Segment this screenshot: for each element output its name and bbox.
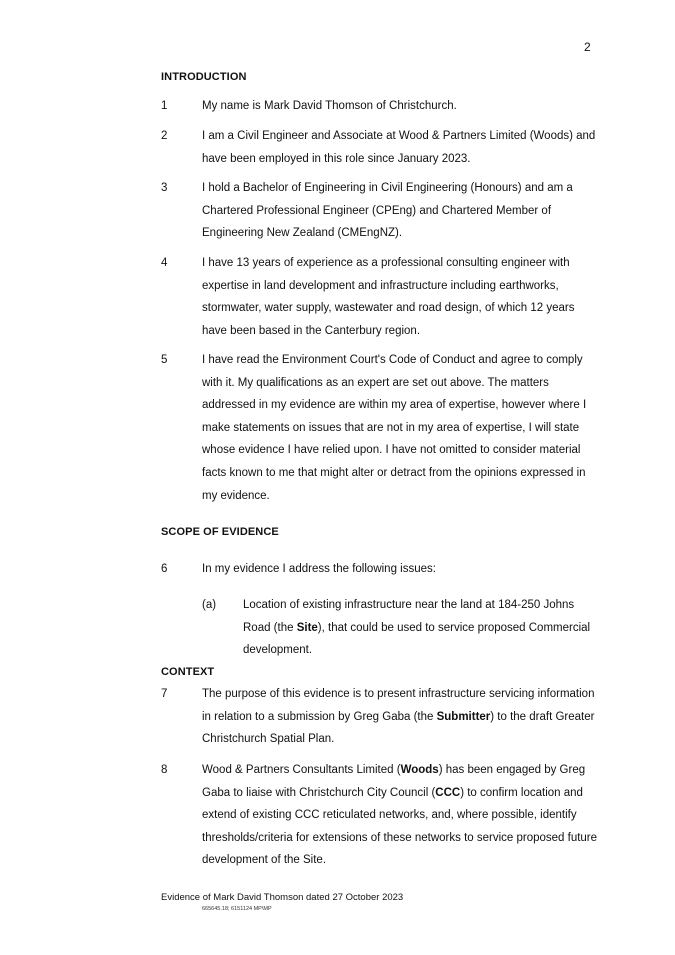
section-heading-introduction: INTRODUCTION [161,71,247,83]
subparagraph-label: (a) [202,599,217,611]
footer-reference: 665645.18; 6151124 MP\MP [202,906,272,912]
defined-term-ccc: CCC [435,786,461,799]
paragraph-text [202,683,602,751]
paragraph-number: 7 [161,688,168,700]
paragraph-number: 4 [161,257,168,269]
text-run: Wood & Partners Consultants Limited ( [202,764,401,776]
text-run: ) has been engaged by Greg Gaba to liaise with Christchurch City Council ( [202,764,586,799]
paragraph-text: In my evidence I address the following issues: [202,563,436,575]
section-heading-context: CONTEXT [161,666,215,678]
page-number: 2 [584,40,591,54]
paragraph-number: 3 [161,182,168,194]
paragraph-number: 6 [161,563,168,575]
paragraph-text: I am a Civil Engineer and Associate at Wood & Partners Limited (Woods) and have been employed in this role since January 2023. [202,130,596,165]
paragraph-text: I have 13 years of experience as a professional consulting engineer with expertise in land development and infrastructure including earthworks, stormwater, water supply, wastewater and road design, of which 12 years have been based in the Canterbury region. [202,257,575,337]
defined-term-site: Site [296,621,318,634]
paragraph-number: 1 [161,100,168,112]
text-run: ), that could be used to service proposed Commercial development. [243,621,591,657]
section-heading-scope: SCOPE OF EVIDENCE [161,526,279,538]
paragraph-number: 2 [161,130,168,142]
paragraph-text [202,759,602,872]
subparagraph-text [243,594,598,662]
text-run: Location of existing infrastructure near the land at 184-250 Johns Road (the [243,599,575,634]
text-run: The purpose of this evidence is to present infrastructure servicing information in relation to a submission by Greg Gaba (the [202,688,595,723]
footer-title: Evidence of Mark David Thomson dated 27 October 2023 [161,892,404,903]
paragraph-text: I have read the Environment Court's Code of Conduct and agree to comply with it. My qualifications as an expert are set out above. The matters addressed in my evidence are within my area of expertise, however where I make statements on issues that are not in my area of expertise, I will state whose evidence I have relied upon. I have not omitted to consider material facts known to me that might alter or detract from the opinions expressed in my evidence. [202,354,587,502]
paragraph-text: My name is Mark David Thomson of Christchurch. [202,100,457,112]
text-run: ) to the draft Greater Christchurch Spatial Plan. [202,710,595,746]
paragraph-number: 8 [161,764,168,776]
paragraph-text: I hold a Bachelor of Engineering in Civil Engineering (Honours) and am a Chartered Professional Engineer (CPEng) and Chartered Member of Engineering New Zealand (CMEngNZ). [202,182,573,240]
defined-term-submitter: Submitter [436,710,491,723]
defined-term-woods: Woods [400,764,439,776]
text-run: ) to confirm location and extend of existing CCC reticulated networks, and, where possible, identify thresholds/criteria for extensions of these networks to service proposed future development of the Site. [202,786,598,867]
paragraph-number: 5 [161,354,168,366]
